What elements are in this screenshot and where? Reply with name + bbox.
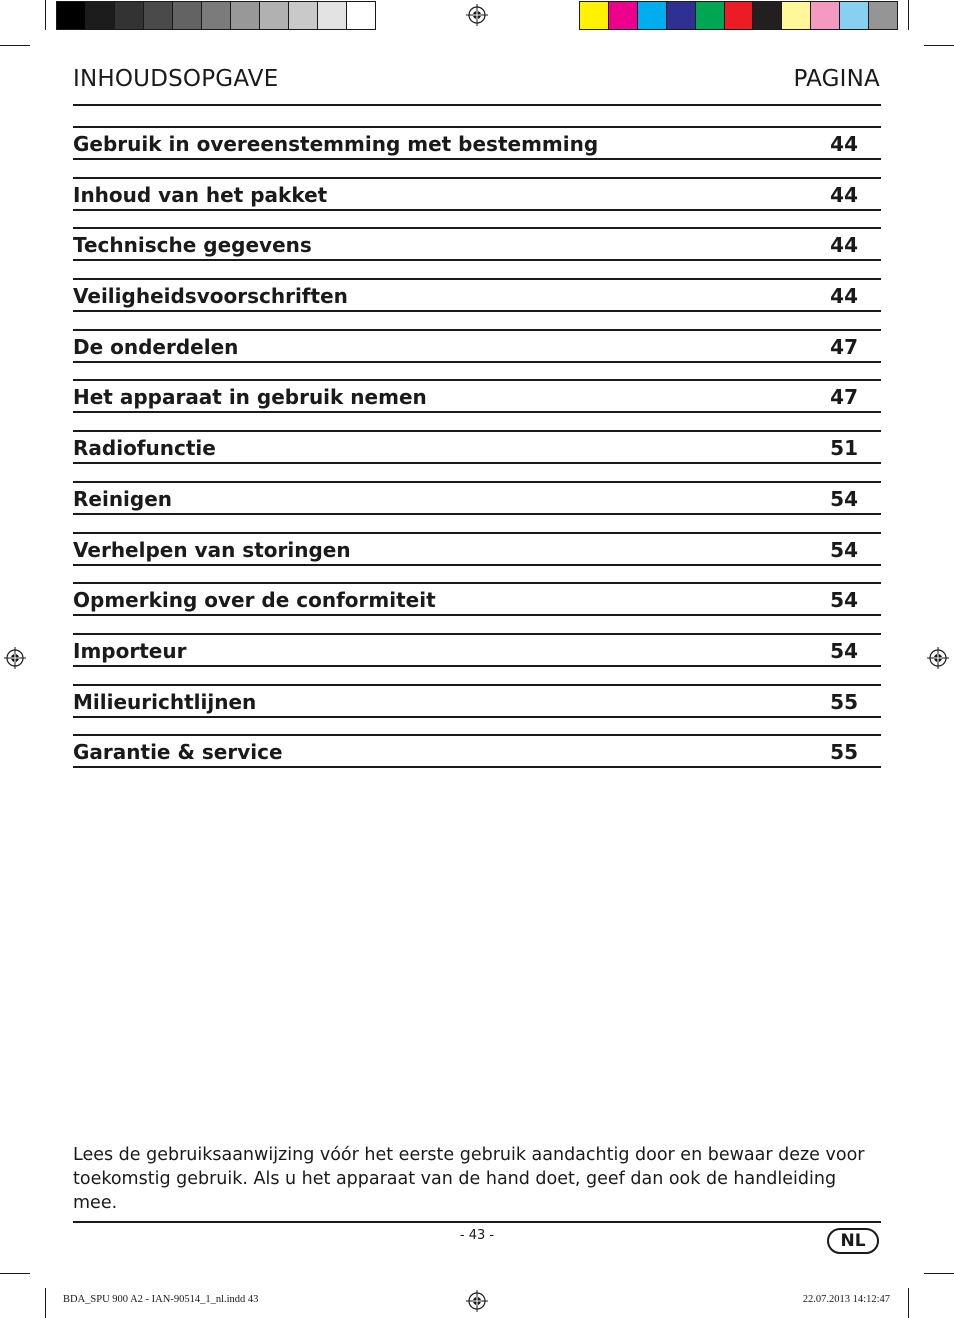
intro-paragraph: Lees de gebruiksaanwijzing vóór het eerste gebruik aandachtig door en bewaar deze voor toekomstig gebruik. Als u het apparaat van de hand doet, geef dan ook de handleiding mee. bbox=[73, 1145, 865, 1213]
toc-entry[interactable] bbox=[73, 278, 881, 312]
toc-entry-page: 44 bbox=[830, 132, 858, 156]
crop-mark bbox=[924, 45, 954, 46]
color-swatch bbox=[260, 2, 289, 29]
toc-entry[interactable] bbox=[73, 532, 881, 566]
toc-entry[interactable] bbox=[73, 430, 881, 464]
color-swatch bbox=[347, 2, 375, 29]
color-swatch bbox=[667, 2, 696, 29]
registration-mark-icon bbox=[466, 4, 488, 26]
color-swatch bbox=[840, 2, 869, 29]
page-number: - 43 - bbox=[459, 1228, 495, 1243]
registration-mark-icon bbox=[466, 1290, 488, 1312]
crop-mark bbox=[45, 0, 46, 30]
toc-entry-page: 54 bbox=[830, 537, 858, 562]
crop-mark bbox=[908, 1288, 909, 1318]
color-swatch bbox=[173, 2, 202, 29]
color-swatch bbox=[231, 2, 260, 29]
toc-entry[interactable] bbox=[73, 177, 881, 211]
crop-mark bbox=[45, 1288, 46, 1318]
language-badge: NL bbox=[827, 1228, 879, 1254]
toc-entry[interactable] bbox=[73, 582, 881, 616]
toc-entry-title: Radiofunctie bbox=[73, 436, 216, 461]
registration-mark-icon bbox=[927, 647, 949, 669]
color-swatch bbox=[86, 2, 115, 29]
footer-divider bbox=[73, 1221, 881, 1223]
toc-entry[interactable] bbox=[73, 633, 881, 667]
color-swatch bbox=[318, 2, 347, 29]
color-swatch bbox=[57, 2, 86, 29]
toc-entry-title: Inhoud van het pakket bbox=[73, 182, 328, 207]
print-slug-date: 22.07.2013 14:12:47 bbox=[802, 1294, 890, 1305]
toc-entry-page: 55 bbox=[830, 689, 858, 714]
toc-entry-page: 54 bbox=[830, 638, 858, 663]
table-of-contents bbox=[73, 126, 881, 785]
color-control-strip bbox=[579, 1, 898, 30]
toc-entry-page: 44 bbox=[830, 233, 858, 258]
color-swatch bbox=[811, 2, 840, 29]
toc-entry[interactable] bbox=[73, 734, 881, 768]
toc-entry[interactable] bbox=[73, 227, 881, 261]
toc-entry-title: Milieurichtlijnen bbox=[73, 689, 257, 714]
color-swatch bbox=[782, 2, 811, 29]
toc-entry[interactable] bbox=[73, 481, 881, 515]
toc-entry[interactable] bbox=[73, 329, 881, 363]
toc-entry-page: 55 bbox=[830, 740, 858, 765]
crop-mark bbox=[0, 45, 30, 46]
toc-entry[interactable] bbox=[73, 126, 881, 160]
toc-entry-title: Het apparaat in gebruik nemen bbox=[73, 385, 427, 410]
registration-mark-icon bbox=[4, 647, 26, 669]
toc-entry-title: Opmerking over de conformiteit bbox=[73, 588, 436, 613]
toc-entry-title: Importeur bbox=[73, 638, 187, 663]
toc-entry-page: 44 bbox=[830, 284, 858, 309]
color-swatch bbox=[289, 2, 318, 29]
toc-entry-title: Garantie & service bbox=[73, 740, 283, 765]
toc-entry-page: 51 bbox=[830, 436, 858, 461]
toc-entry-page: 47 bbox=[830, 334, 858, 359]
color-swatch bbox=[202, 2, 231, 29]
toc-entry-page: 54 bbox=[830, 588, 858, 613]
print-slug-file: BDA_SPU 900 A2 - IAN-90514_1_nl.indd 43 bbox=[63, 1294, 259, 1305]
color-swatch bbox=[638, 2, 667, 29]
toc-entry-title: Verhelpen van storingen bbox=[73, 537, 351, 562]
grayscale-control-strip bbox=[56, 1, 376, 30]
page-column-heading: PAGINA bbox=[793, 66, 880, 92]
toc-entry-page: 44 bbox=[830, 182, 858, 207]
crop-mark bbox=[0, 1273, 30, 1274]
crop-mark bbox=[908, 0, 909, 30]
color-swatch bbox=[580, 2, 609, 29]
toc-heading: INHOUDSOPGAVE bbox=[73, 66, 279, 92]
toc-entry-page: 54 bbox=[830, 486, 858, 511]
toc-entry-page: 47 bbox=[830, 385, 858, 410]
color-swatch bbox=[725, 2, 754, 29]
color-swatch bbox=[696, 2, 725, 29]
toc-entry-title: Veiligheidsvoorschriften bbox=[73, 284, 348, 309]
color-swatch bbox=[609, 2, 638, 29]
color-swatch bbox=[869, 2, 897, 29]
heading-divider bbox=[73, 104, 881, 106]
crop-mark bbox=[924, 1273, 954, 1274]
toc-entry-title: Gebruik in overeenstemming met bestemming bbox=[73, 132, 599, 156]
toc-entry-title: De onderdelen bbox=[73, 334, 239, 359]
color-swatch bbox=[753, 2, 782, 29]
color-swatch bbox=[115, 2, 144, 29]
toc-entry-title: Reinigen bbox=[73, 486, 173, 511]
toc-entry[interactable] bbox=[73, 379, 881, 413]
toc-entry[interactable] bbox=[73, 684, 881, 718]
color-swatch bbox=[144, 2, 173, 29]
toc-entry-title: Technische gegevens bbox=[73, 233, 312, 258]
